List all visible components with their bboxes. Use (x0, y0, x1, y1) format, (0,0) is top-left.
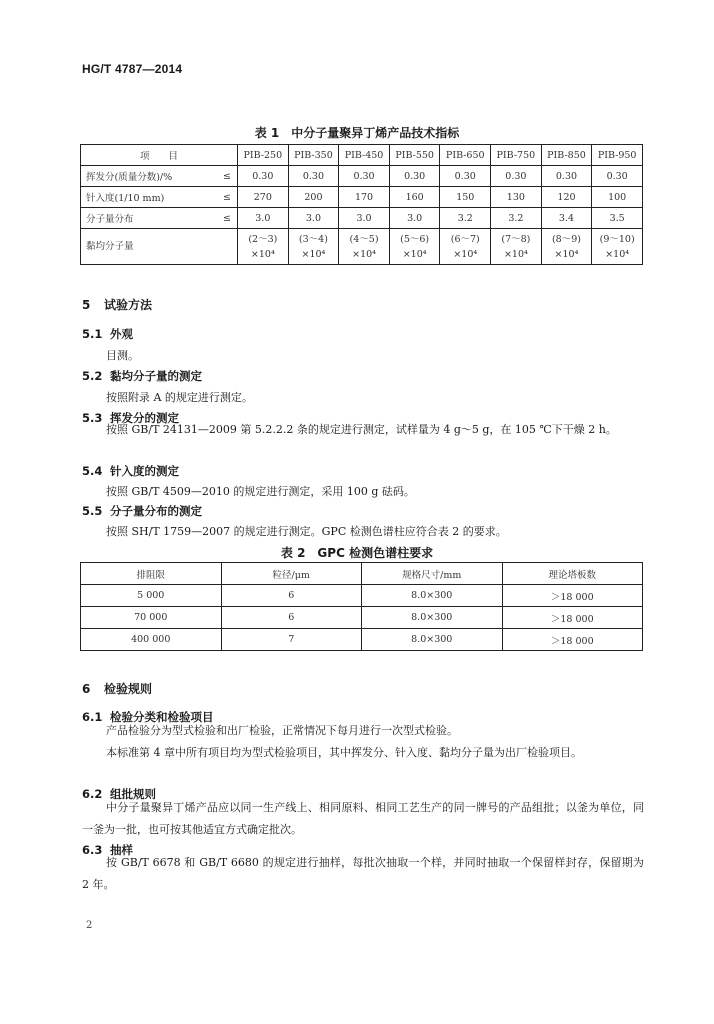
table1-header-row (81, 145, 643, 166)
section-6-3-para-1: 按 GB/T 6678 和 GB/T 6680 的规定进行抽样，每批次抽取一个样，并同时抽取一个保留样封存，保留期为 2 年。 (82, 856, 644, 891)
table2-col-header: 规格尺寸/mm (362, 563, 503, 585)
section-title: 组批规则 (110, 787, 156, 801)
range-value: (4～5) (349, 233, 379, 245)
table-cell: 3.4 (541, 208, 592, 229)
table-cell: 0.30 (389, 166, 440, 187)
table-cell: 0.30 (491, 166, 542, 187)
section-6-1-para-1: 产品检验分为型式检验和出厂检验，正常情况下每月进行一次型式检验。 (106, 724, 458, 737)
table-cell (491, 229, 542, 265)
section-5-5-heading (82, 503, 202, 519)
table-cell: ＞18 000 (502, 607, 643, 629)
table-cell: 0.30 (238, 166, 289, 187)
table-cell: 0.30 (440, 166, 491, 187)
table-cell: 3.0 (339, 208, 390, 229)
section-number: 5.3 (82, 411, 103, 425)
table-row (81, 629, 643, 651)
table1-col-header: PIB-850 (541, 145, 592, 166)
section-title: 黏均分子量的测定 (110, 369, 202, 383)
table-cell: 270 (238, 187, 289, 208)
table2 (80, 562, 643, 651)
section-5-heading (82, 296, 152, 313)
table-cell: 8.0×300 (362, 607, 503, 629)
table-cell: 170 (339, 187, 390, 208)
table-cell (238, 229, 289, 265)
table-cell: 8.0×300 (362, 629, 503, 651)
unit-value: ×10⁴ (402, 248, 427, 260)
table1-col-header: PIB-450 (339, 145, 390, 166)
range-value: (2～3) (248, 233, 278, 245)
table-cell: 7 (221, 629, 362, 651)
table-cell: 3.0 (389, 208, 440, 229)
table-cell: 160 (389, 187, 440, 208)
section-number: 6.2 (82, 787, 103, 801)
section-number: 5.1 (82, 327, 103, 341)
section-5-3-text: 按照 GB/T 24131—2009 第 5.2.2.2 条的规定进行测定，试样量为 4 g～5 g，在 105 ℃下干燥 2 h。 (106, 423, 617, 436)
table-cell (440, 229, 491, 265)
section-5-2-text: 按照附录 A 的规定进行测定。 (106, 391, 253, 404)
unit-value: ×10⁴ (453, 248, 478, 260)
section-5-5-text: 按照 SH/T 1759—2007 的规定进行测定。GPC 检测色谱柱应符合表 2 的要求。 (106, 525, 507, 538)
table-cell: ＞18 000 (502, 629, 643, 651)
section-number: 5.5 (82, 504, 103, 518)
table-cell: 5 000 (81, 585, 222, 607)
document-code: HG/T 4787—2014 (82, 62, 183, 76)
range-value: (7～8) (501, 233, 531, 245)
table2-col-header: 粒径/μm (221, 563, 362, 585)
table2-caption: 表 2 GPC 检测色谱柱要求 (280, 546, 434, 560)
table1-col-header: PIB-650 (440, 145, 491, 166)
section-number: 6.1 (82, 710, 103, 724)
table1-col-header: PIB-550 (389, 145, 440, 166)
table-cell: 3.2 (491, 208, 542, 229)
range-value: (8～9) (551, 233, 581, 245)
table1-col-header: PIB-250 (238, 145, 289, 166)
section-5-2-heading (82, 368, 202, 384)
table-cell: 120 (541, 187, 592, 208)
table-cell: 3.2 (440, 208, 491, 229)
table2-col-header: 排阻限 (81, 563, 222, 585)
table-cell: 70 000 (81, 607, 222, 629)
unit-value: ×10⁴ (250, 248, 275, 260)
table1-col-header: PIB-350 (288, 145, 339, 166)
table-row (81, 166, 643, 187)
range-value: (5～6) (400, 233, 430, 245)
range-value: (6～7) (450, 233, 480, 245)
table-row (81, 585, 643, 607)
section-5-4-heading (82, 463, 179, 479)
table-row (81, 229, 643, 265)
table-cell: 0.30 (288, 166, 339, 187)
table-row (81, 208, 643, 229)
section-title: 检验分类和检验项目 (110, 710, 214, 724)
table-cell: 3.0 (238, 208, 289, 229)
table-cell (592, 229, 643, 265)
section-5-1-heading (82, 326, 133, 342)
table-cell (339, 229, 390, 265)
table-cell: ＞18 000 (502, 585, 643, 607)
table-cell: 6 (221, 585, 362, 607)
table1-item-header: 项 目 (81, 145, 238, 166)
section-title: 检验规则 (104, 682, 153, 696)
table1-col-header: PIB-950 (592, 145, 643, 166)
row-label: 挥发分(质量分数)/% (81, 166, 211, 187)
table-cell: 130 (491, 187, 542, 208)
row-label: 分子量分布 (81, 208, 211, 229)
section-title: 试验方法 (104, 298, 153, 312)
unit-value: ×10⁴ (503, 248, 528, 260)
table2-header-row (81, 563, 643, 585)
unit-value: ×10⁴ (554, 248, 579, 260)
table-cell: 0.30 (339, 166, 390, 187)
table-cell: 100 (592, 187, 643, 208)
section-title: 外观 (110, 327, 133, 341)
page-number: 2 (86, 920, 93, 931)
table-cell (541, 229, 592, 265)
table-cell: 150 (440, 187, 491, 208)
section-number: 5.4 (82, 464, 103, 478)
section-number: 5.2 (82, 369, 103, 383)
section-title: 挥发分的测定 (110, 411, 179, 425)
unit-value: ×10⁴ (352, 248, 376, 260)
table-cell (288, 229, 339, 265)
table1 (80, 144, 643, 265)
section-6-1-para-2: 本标准第 4 章中所有项目均为型式检验项目，其中挥发分、针入度、黏均分子量为出厂检验项目。 (106, 746, 582, 759)
section-5-4-text: 按照 GB/T 4509—2010 的规定进行测定，采用 100 g 砝码。 (106, 485, 415, 498)
table-cell: 0.30 (592, 166, 643, 187)
section-title: 分子量分布的测定 (110, 504, 202, 518)
table-cell: 3.0 (288, 208, 339, 229)
comparison-symbol: ≤ (211, 166, 238, 187)
table2-col-header: 理论塔板数 (502, 563, 643, 585)
table-cell: 0.30 (541, 166, 592, 187)
section-5-1-text: 目测。 (106, 349, 139, 362)
comparison-symbol: ≤ (211, 187, 238, 208)
comparison-symbol: ≤ (211, 208, 238, 229)
range-value: (9～10) (599, 233, 635, 245)
table1-caption: 表 1 中分子量聚异丁烯产品技术指标 (254, 126, 460, 140)
section-number: 6.3 (82, 843, 103, 857)
section-title: 针入度的测定 (110, 464, 179, 478)
section-6-heading (82, 680, 152, 697)
section-title: 抽样 (110, 843, 133, 857)
table-row (81, 607, 643, 629)
table-cell: 200 (288, 187, 339, 208)
unit-value: ×10⁴ (301, 248, 326, 260)
section-number: 6 (82, 682, 91, 696)
table1-col-header: PIB-750 (491, 145, 542, 166)
section-6-2-para-1: 中分子量聚异丁烯产品应以同一生产线上、相同原料、相同工艺生产的同一牌号的产品组批；以釜为单位，同一釜为一批，也可按其他适宜方式确定批次。 (82, 801, 644, 836)
table-cell (389, 229, 440, 265)
table-cell: 3.5 (592, 208, 643, 229)
table-cell: 6 (221, 607, 362, 629)
row-label: 针入度(1/10 mm) (81, 187, 211, 208)
range-value: (3～4) (298, 233, 328, 245)
section-number: 5 (82, 298, 91, 312)
table-row (81, 187, 643, 208)
table-cell: 8.0×300 (362, 585, 503, 607)
unit-value: ×10⁴ (605, 248, 630, 260)
table-cell: 400 000 (81, 629, 222, 651)
row-label: 黏均分子量 (81, 229, 238, 265)
